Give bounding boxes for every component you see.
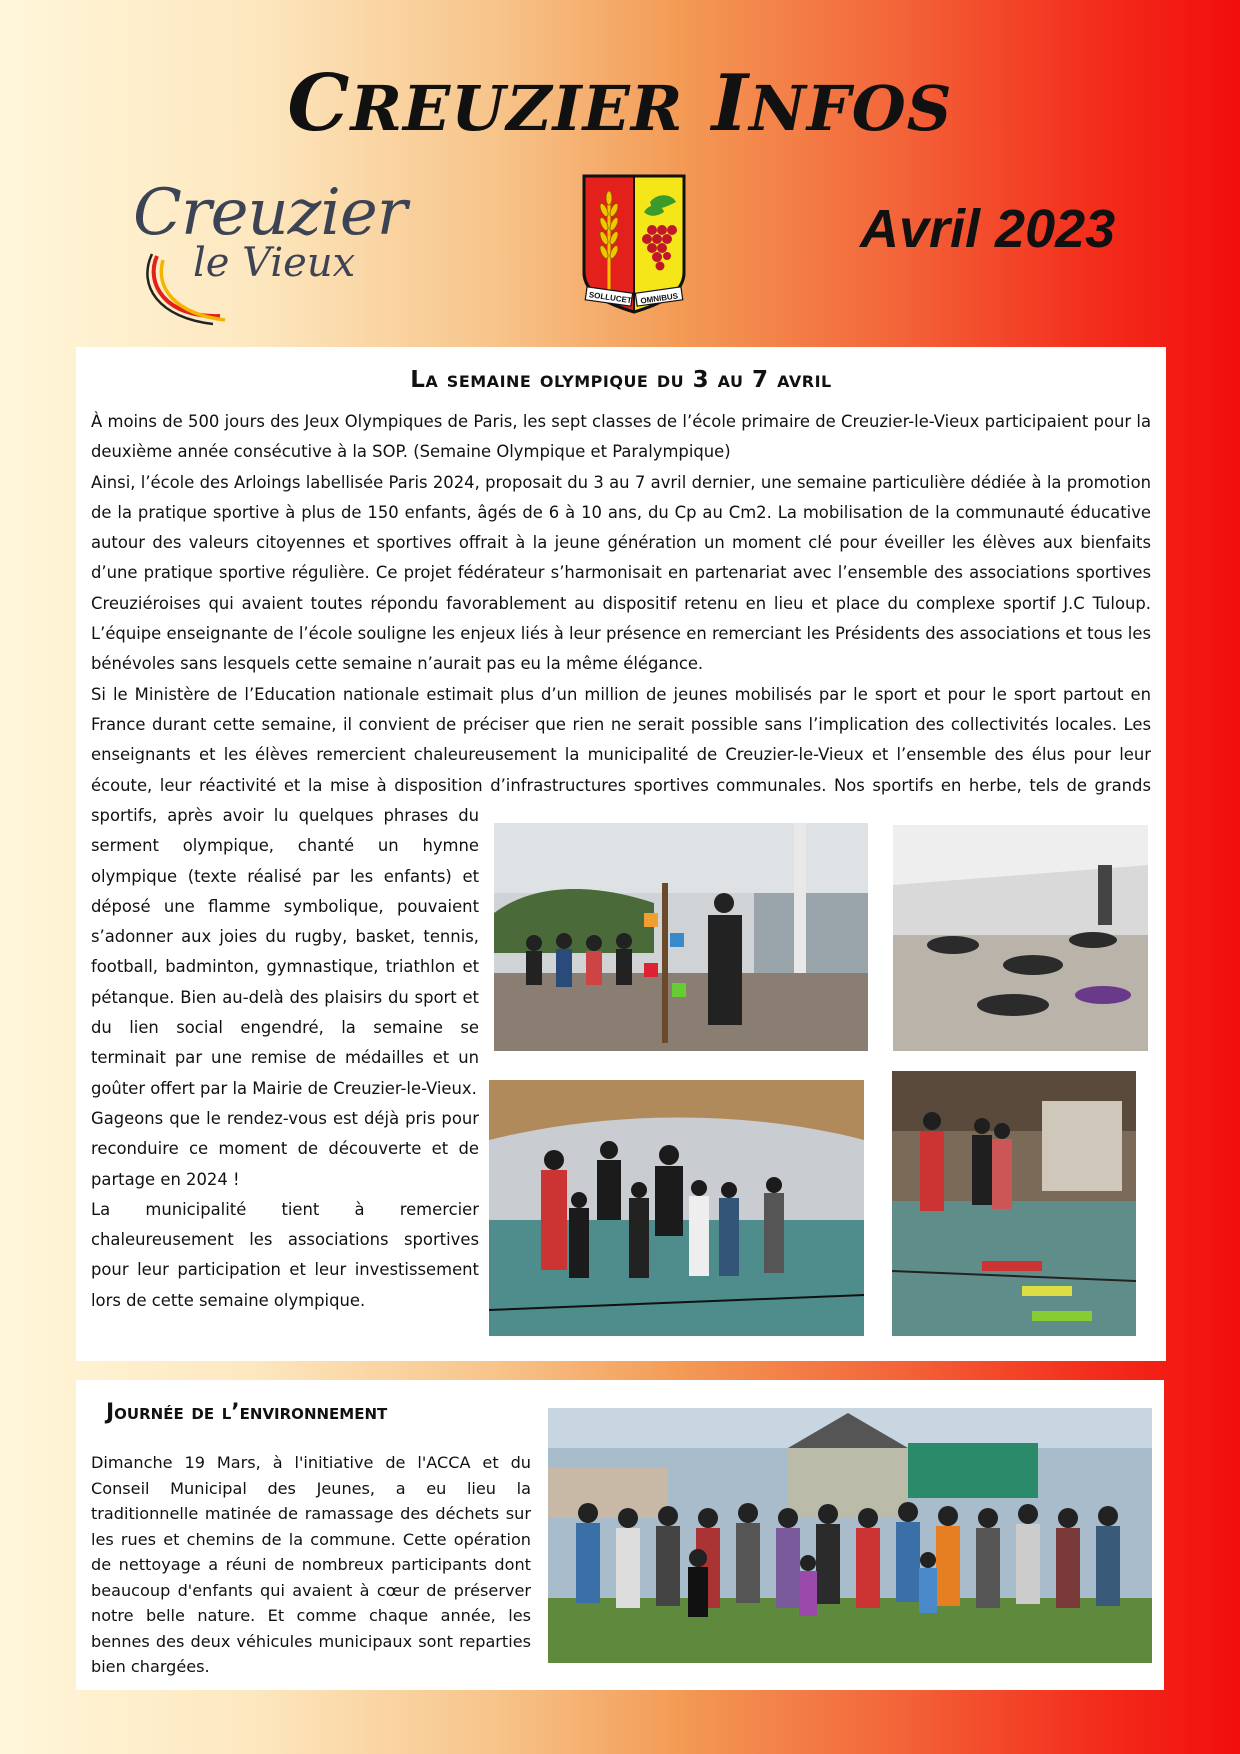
newsletter-title: CREUZIER INFOS: [287, 58, 953, 149]
crest-motto-left: SOLLUCET: [588, 290, 633, 306]
article-title: La semaine olympique du 3 au 7 avril: [410, 367, 832, 393]
town-crest: [580, 172, 688, 322]
town-logo: [125, 168, 407, 328]
article-title: Journée de l’environnement: [106, 1400, 388, 1425]
logo-text-le-vieux: le Vieux: [193, 240, 356, 286]
photo-gym-exercises: [893, 825, 1148, 1051]
logo-text-creuzier: Creuzier: [133, 176, 407, 250]
paragraph: Si le Ministère de l’Education nationale estimait plus d’un million de jeunes mobilisés par le sport et pour le sport partout en France durant cette semaine, il convient de préciser que rien ne serait possible sans l’implication des collectivités locales. Les enseignants et les élèves remercient chaleureusement la municipalité de Creuzier-le-Vieux et l’ensemble des élus pour leur écoute, leur réactivité et la mise à disposition d’infrastructures sportives communales. Nos sportifs en herbe, tels de grands: [91, 684, 1151, 795]
paragraph: La municipalité tient à remercier chaleureusement les associations sportives pour leur participation et leur investissement lors de cette semaine olympique.: [91, 1199, 479, 1310]
article-body-left-column: [91, 801, 479, 1316]
crest-motto-right: OMNIBUS: [639, 291, 679, 306]
paragraph: Gageons que le rendez-vous est déjà pris pour reconduire ce moment de découverte et de partage en 2024 !: [91, 1108, 479, 1189]
issue-date: Avril 2023: [860, 199, 1116, 259]
article-body-top: [91, 407, 1151, 801]
paragraph: sportifs, après avoir lu quelques phrases du serment olympique, chanté un hymne olympique (texte réalisé par les enfants) et déposé une flamme symbolique, pouvaient s’adonner aux joies du rugby, basket, tennis, football, badminton, gymnastique, triathlon et pétanque. Bien au-delà des plaisirs du sport et du lien social engendré, la semaine se terminait par une remise de médailles et un goûter offert par la Mairie de Creuzier-le-Vieux.: [91, 806, 479, 1098]
photo-cleanup-group: [548, 1408, 1152, 1663]
paragraph: À moins de 500 jours des Jeux Olympiques de Paris, les sept classes de l’école primaire de Creuzier-le-Vieux participaient pour la deuxième année consécutive à la SOP. (Semaine Olympique et Paralympique): [91, 412, 1151, 462]
article-environment-day: [76, 1380, 1164, 1690]
photo-tennis-group: [489, 1080, 864, 1336]
paragraph: Dimanche 19 Mars, à l'initiative de l'ACCA et du Conseil Municipal des Jeunes, a eu lieu la traditionnelle matinée de ramassage des déchets sur les rues et chemins de la commune. Cette opération de nettoyage a réuni de nombreux participants dont beaucoup d'enfants qui avaient à cœur de préserver notre belle nature. Et comme chaque année, les bennes des deux véhicules municipaux sont reparties bien chargées.: [91, 1453, 531, 1676]
photo-flame-ceremony: [494, 823, 868, 1051]
paragraph: Ainsi, l’école des Arloings labellisée Paris 2024, proposait du 3 au 7 avril dernier, une semaine particulière dédiée à la promotion de la pratique sportive à plus de 150 enfants, âgés de 6 à 10 ans, du Cp au Cm2. La mobilisation de la communauté éducative autour des valeurs citoyennes et sportives offrait à la jeune génération un moment clé pour éveiller les élèves aux bienfaits d’une pratique sportive régulière. Ce projet fédérateur s’harmonisait en partenariat avec l’ensemble des associations sportives Creuziéroises qui avaient toutes répondu favorablement au dispositif retenu en lieu et place du complexe sportif J.C Tuloup. L’équipe enseignante de l’école souligne les enjeux liés à leur présence en remerciant les Présidents des associations et tous les bénévoles sans lesquels cette semaine n’aurait pas eu la même élégance.: [91, 472, 1151, 674]
photo-indoor-course: [892, 1071, 1136, 1336]
article-olympic-week: [76, 347, 1166, 1361]
